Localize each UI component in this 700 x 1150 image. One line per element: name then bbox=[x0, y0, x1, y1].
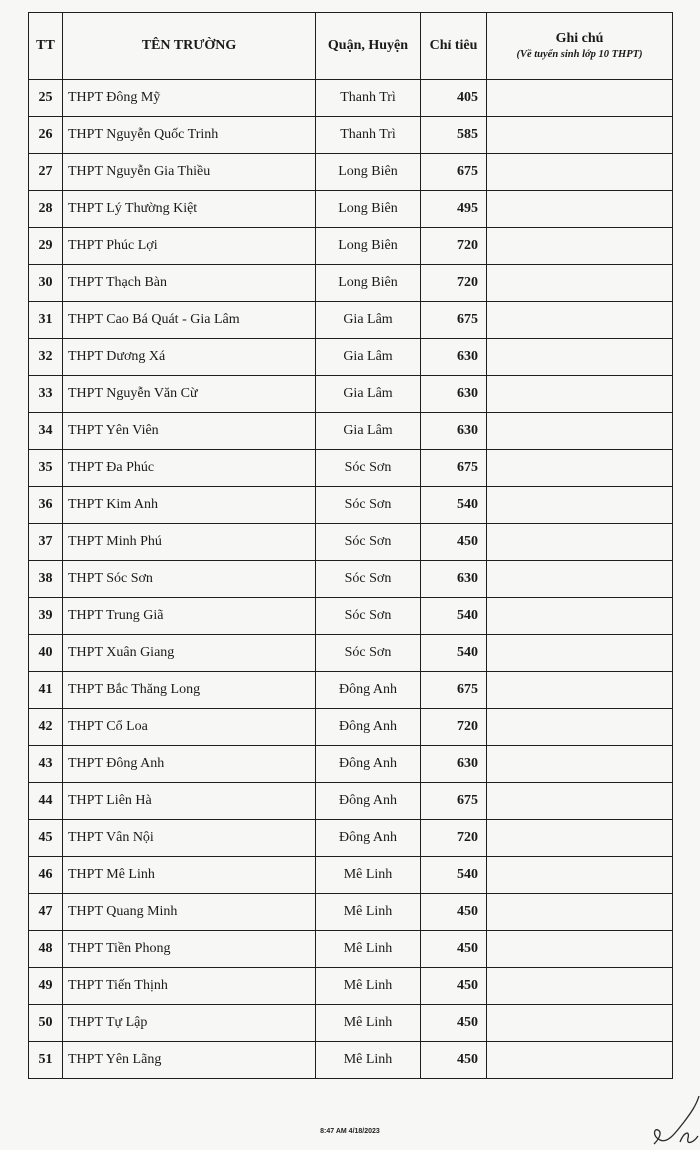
cell-tt: 39 bbox=[29, 598, 63, 635]
cell-tt: 29 bbox=[29, 228, 63, 265]
table-row bbox=[29, 820, 673, 857]
table-row bbox=[29, 672, 673, 709]
cell-quota: 450 bbox=[421, 1042, 487, 1079]
cell-school-name: THPT Kim Anh bbox=[63, 487, 316, 524]
cell-tt: 47 bbox=[29, 894, 63, 931]
cell-quota: 675 bbox=[421, 302, 487, 339]
cell-school-name: THPT Tự Lập bbox=[63, 1005, 316, 1042]
table-row bbox=[29, 117, 673, 154]
cell-tt: 33 bbox=[29, 376, 63, 413]
cell-tt: 42 bbox=[29, 709, 63, 746]
cell-note bbox=[487, 820, 673, 857]
cell-school-name: THPT Xuân Giang bbox=[63, 635, 316, 672]
table-row bbox=[29, 487, 673, 524]
cell-tt: 26 bbox=[29, 117, 63, 154]
header-district: Quận, Huyện bbox=[316, 13, 421, 80]
table-row bbox=[29, 968, 673, 1005]
cell-note bbox=[487, 302, 673, 339]
table-row bbox=[29, 450, 673, 487]
cell-district: Gia Lâm bbox=[316, 302, 421, 339]
cell-district: Thanh Trì bbox=[316, 117, 421, 154]
cell-quota: 675 bbox=[421, 450, 487, 487]
cell-district: Sóc Sơn bbox=[316, 561, 421, 598]
cell-note bbox=[487, 857, 673, 894]
cell-district: Mê Linh bbox=[316, 1005, 421, 1042]
cell-quota: 630 bbox=[421, 561, 487, 598]
cell-tt: 35 bbox=[29, 450, 63, 487]
table-row bbox=[29, 1005, 673, 1042]
cell-quota: 675 bbox=[421, 154, 487, 191]
cell-quota: 630 bbox=[421, 413, 487, 450]
cell-school-name: THPT Tiền Phong bbox=[63, 931, 316, 968]
cell-quota: 720 bbox=[421, 709, 487, 746]
cell-quota: 630 bbox=[421, 746, 487, 783]
cell-school-name: THPT Nguyễn Quốc Trinh bbox=[63, 117, 316, 154]
cell-tt: 38 bbox=[29, 561, 63, 598]
cell-tt: 43 bbox=[29, 746, 63, 783]
table-row bbox=[29, 857, 673, 894]
cell-district: Đông Anh bbox=[316, 820, 421, 857]
cell-quota: 675 bbox=[421, 672, 487, 709]
cell-district: Long Biên bbox=[316, 191, 421, 228]
table-row bbox=[29, 302, 673, 339]
cell-quota: 405 bbox=[421, 80, 487, 117]
cell-tt: 48 bbox=[29, 931, 63, 968]
cell-note bbox=[487, 931, 673, 968]
cell-quota: 450 bbox=[421, 931, 487, 968]
school-quota-table bbox=[28, 12, 673, 1079]
cell-school-name: THPT Lý Thường Kiệt bbox=[63, 191, 316, 228]
cell-school-name: THPT Đông Anh bbox=[63, 746, 316, 783]
table-row bbox=[29, 413, 673, 450]
cell-note bbox=[487, 117, 673, 154]
cell-school-name: THPT Cao Bá Quát - Gia Lâm bbox=[63, 302, 316, 339]
cell-district: Gia Lâm bbox=[316, 376, 421, 413]
cell-school-name: THPT Bắc Thăng Long bbox=[63, 672, 316, 709]
cell-district: Gia Lâm bbox=[316, 413, 421, 450]
cell-district: Đông Anh bbox=[316, 783, 421, 820]
cell-tt: 40 bbox=[29, 635, 63, 672]
cell-note bbox=[487, 191, 673, 228]
cell-quota: 450 bbox=[421, 524, 487, 561]
cell-district: Sóc Sơn bbox=[316, 598, 421, 635]
cell-school-name: THPT Thạch Bàn bbox=[63, 265, 316, 302]
cell-tt: 27 bbox=[29, 154, 63, 191]
header-tt: TT bbox=[29, 13, 63, 80]
table-header-row bbox=[29, 13, 673, 80]
document-sheet bbox=[28, 12, 672, 1079]
cell-quota: 540 bbox=[421, 598, 487, 635]
table-row bbox=[29, 339, 673, 376]
cell-tt: 41 bbox=[29, 672, 63, 709]
print-timestamp: 8:47 AM 4/18/2023 bbox=[320, 1128, 380, 1135]
cell-school-name: THPT Sóc Sơn bbox=[63, 561, 316, 598]
cell-quota: 720 bbox=[421, 265, 487, 302]
cell-tt: 28 bbox=[29, 191, 63, 228]
cell-district: Long Biên bbox=[316, 228, 421, 265]
cell-district: Đông Anh bbox=[316, 672, 421, 709]
cell-district: Long Biên bbox=[316, 265, 421, 302]
cell-quota: 585 bbox=[421, 117, 487, 154]
table-row bbox=[29, 931, 673, 968]
cell-district: Mê Linh bbox=[316, 894, 421, 931]
cell-school-name: THPT Mê Linh bbox=[63, 857, 316, 894]
cell-district: Long Biên bbox=[316, 154, 421, 191]
cell-tt: 34 bbox=[29, 413, 63, 450]
table-row bbox=[29, 1042, 673, 1079]
cell-quota: 720 bbox=[421, 228, 487, 265]
cell-quota: 675 bbox=[421, 783, 487, 820]
table-row bbox=[29, 746, 673, 783]
header-note-subtitle: (Về tuyển sinh lớp 10 THPT) bbox=[516, 48, 643, 60]
cell-tt: 31 bbox=[29, 302, 63, 339]
table-row bbox=[29, 709, 673, 746]
table-row bbox=[29, 524, 673, 561]
cell-school-name: THPT Trung Giã bbox=[63, 598, 316, 635]
cell-tt: 32 bbox=[29, 339, 63, 376]
cell-note bbox=[487, 339, 673, 376]
cell-school-name: THPT Yên Viên bbox=[63, 413, 316, 450]
cell-district: Thanh Trì bbox=[316, 80, 421, 117]
cell-quota: 450 bbox=[421, 968, 487, 1005]
cell-school-name: THPT Nguyễn Văn Cừ bbox=[63, 376, 316, 413]
cell-district: Đông Anh bbox=[316, 709, 421, 746]
cell-tt: 49 bbox=[29, 968, 63, 1005]
table-row bbox=[29, 265, 673, 302]
cell-note bbox=[487, 635, 673, 672]
cell-note bbox=[487, 746, 673, 783]
cell-note bbox=[487, 1042, 673, 1079]
cell-quota: 630 bbox=[421, 339, 487, 376]
cell-tt: 36 bbox=[29, 487, 63, 524]
cell-note bbox=[487, 598, 673, 635]
table-row bbox=[29, 154, 673, 191]
header-note-title: Ghi chú bbox=[555, 30, 604, 46]
cell-school-name: THPT Cổ Loa bbox=[63, 709, 316, 746]
cell-quota: 540 bbox=[421, 487, 487, 524]
cell-tt: 46 bbox=[29, 857, 63, 894]
cell-note bbox=[487, 894, 673, 931]
cell-note bbox=[487, 561, 673, 598]
cell-quota: 630 bbox=[421, 376, 487, 413]
table-row bbox=[29, 894, 673, 931]
table-row bbox=[29, 783, 673, 820]
cell-district: Mê Linh bbox=[316, 931, 421, 968]
cell-note bbox=[487, 672, 673, 709]
cell-quota: 495 bbox=[421, 191, 487, 228]
cell-district: Mê Linh bbox=[316, 1042, 421, 1079]
cell-note bbox=[487, 450, 673, 487]
cell-school-name: THPT Dương Xá bbox=[63, 339, 316, 376]
cell-note bbox=[487, 783, 673, 820]
table-row bbox=[29, 191, 673, 228]
table-body bbox=[29, 80, 673, 1079]
cell-school-name: THPT Tiến Thịnh bbox=[63, 968, 316, 1005]
cell-school-name: THPT Yên Lãng bbox=[63, 1042, 316, 1079]
cell-quota: 540 bbox=[421, 857, 487, 894]
cell-district: Gia Lâm bbox=[316, 339, 421, 376]
cell-district: Mê Linh bbox=[316, 968, 421, 1005]
cell-note bbox=[487, 80, 673, 117]
cell-school-name: THPT Vân Nội bbox=[63, 820, 316, 857]
table-row bbox=[29, 635, 673, 672]
header-quota: Chỉ tiêu bbox=[421, 13, 487, 80]
cell-tt: 44 bbox=[29, 783, 63, 820]
cell-tt: 25 bbox=[29, 80, 63, 117]
cell-tt: 51 bbox=[29, 1042, 63, 1079]
table-row bbox=[29, 598, 673, 635]
cell-note bbox=[487, 265, 673, 302]
cell-quota: 450 bbox=[421, 894, 487, 931]
cell-quota: 540 bbox=[421, 635, 487, 672]
table-row bbox=[29, 561, 673, 598]
cell-district: Đông Anh bbox=[316, 746, 421, 783]
cell-tt: 45 bbox=[29, 820, 63, 857]
header-note bbox=[487, 13, 673, 80]
table-row bbox=[29, 376, 673, 413]
cell-school-name: THPT Phúc Lợi bbox=[63, 228, 316, 265]
cell-quota: 450 bbox=[421, 1005, 487, 1042]
cell-note bbox=[487, 1005, 673, 1042]
cell-note bbox=[487, 413, 673, 450]
cell-note bbox=[487, 524, 673, 561]
cell-district: Mê Linh bbox=[316, 857, 421, 894]
cell-note bbox=[487, 709, 673, 746]
cell-district: Sóc Sơn bbox=[316, 524, 421, 561]
cell-district: Sóc Sơn bbox=[316, 487, 421, 524]
table-row bbox=[29, 228, 673, 265]
table-row bbox=[29, 80, 673, 117]
cell-school-name: THPT Liên Hà bbox=[63, 783, 316, 820]
cell-school-name: THPT Minh Phú bbox=[63, 524, 316, 561]
cell-school-name: THPT Đông Mỹ bbox=[63, 80, 316, 117]
cell-school-name: THPT Nguyễn Gia Thiều bbox=[63, 154, 316, 191]
header-school-name: TÊN TRƯỜNG bbox=[63, 13, 316, 80]
cell-tt: 50 bbox=[29, 1005, 63, 1042]
signature-scribble-icon bbox=[650, 1092, 700, 1150]
cell-school-name: THPT Đa Phúc bbox=[63, 450, 316, 487]
cell-school-name: THPT Quang Minh bbox=[63, 894, 316, 931]
cell-district: Sóc Sơn bbox=[316, 635, 421, 672]
cell-tt: 37 bbox=[29, 524, 63, 561]
cell-note bbox=[487, 228, 673, 265]
cell-note bbox=[487, 968, 673, 1005]
cell-district: Sóc Sơn bbox=[316, 450, 421, 487]
cell-note bbox=[487, 376, 673, 413]
cell-tt: 30 bbox=[29, 265, 63, 302]
cell-quota: 720 bbox=[421, 820, 487, 857]
cell-note bbox=[487, 154, 673, 191]
cell-note bbox=[487, 487, 673, 524]
